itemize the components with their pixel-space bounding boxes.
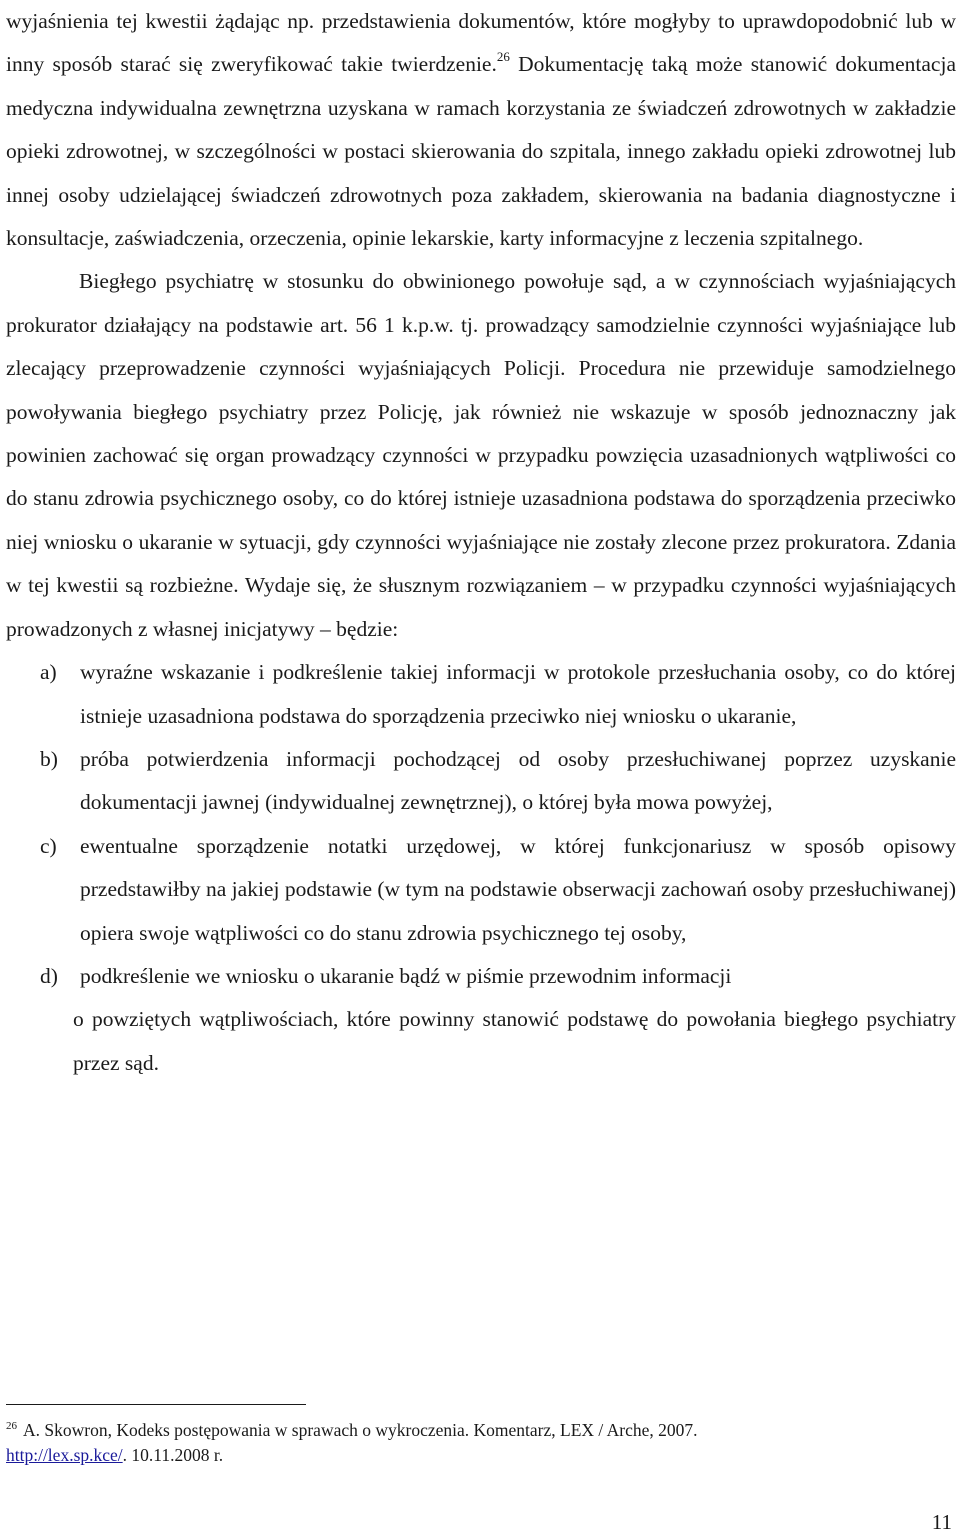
footnote-number: 26 <box>6 1420 17 1432</box>
list-item-marker: c) <box>40 833 57 858</box>
footnote-divider <box>6 1404 306 1405</box>
list-item <box>6 955 956 998</box>
list-item <box>6 738 956 825</box>
paragraph-1-text: wyjaśnienia tej kwestii żądając np. przedstawienia dokumentów, które mogłyby to uprawdopodobnić lub w inny sposób starać się zweryfikować takie twierdzenie. <box>6 9 956 77</box>
page-number: 11 <box>931 1510 952 1534</box>
list-continuation: o powziętych wątpliwościach, które powinny stanowić podstawę do powołania biegłego psychiatry przez sąd. <box>73 1007 956 1075</box>
list-item <box>6 651 956 738</box>
paragraph-1-continuation: Dokumentację taką może stanowić dokumentacja medyczna indywidualna zewnętrzna uzyskana w ramach korzystania ze świadczeń zdrowotnych w zakładzie opieki zdrowotnej, w szczególności w postaci skierowania do szpitala, innego zakładu opieki zdrowotnej lub innej osoby udzielającej świadczeń zdrowotnych poza zakładem, skierowania na badania diagnostyczne i konsultacje, zaświadczenia, orzeczenia, opinie lekarskie, karty informacyjne z leczenia szpitalnego. <box>6 52 956 251</box>
list-item-text: ewentualne sporządzenie notatki urzędowej, w której funkcjonariusz w sposób opisowy przedstawiłby na jakiej podstawie (w tym na podstawie obserwacji zachowań osoby przesłuchiwanej) opiera swoje wątpliwości co do stanu zdrowia psychicznego tej osoby, <box>80 833 956 945</box>
footnote-text: A. Skowron, Kodeks postępowania w sprawach o wykroczenia. Komentarz, LEX / Arche, 2007. <box>23 1420 698 1440</box>
list-item-text: próba potwierdzenia informacji pochodzącej od osoby przesłuchiwanej poprzez uzyskanie dokumentacji jawnej (indywidualnej zewnętrznej), o której była mowa powyżej, <box>80 746 956 815</box>
list-item-text: podkreślenie we wniosku o ukaranie bądź w piśmie przewodnim informacji <box>80 963 732 988</box>
footnote <box>6 1418 946 1468</box>
footnote-link[interactable]: http://lex.sp.kce/ <box>6 1445 123 1465</box>
list-item-text: wyraźne wskazanie i podkreślenie takiej informacji w protokole przesłuchania osoby, co do której istnieje uzasadniona podstawa do sporządzenia przeciwko niej wniosku o ukaranie, <box>80 660 956 728</box>
document-body <box>6 0 956 1085</box>
list-item <box>6 825 956 955</box>
recommendation-list <box>6 651 956 998</box>
footnote-reference[interactable]: 26 <box>496 49 510 65</box>
paragraph-2: Biegłego psychiatrę w stosunku do obwinionego powołuje sąd, a w czynnościach wyjaśniających prokurator działający na podstawie art. 56 1 k.p.w. tj. prowadzący samodzielnie czynności wyjaśniające lub zlecający przeprowadzenie czynności wyjaśniających Policji. Procedura nie przewiduje samodzielnego powoływania biegłego psychiatry przez Policję, jak również nie wskazuje w sposób jednoznaczny jak powinien zachować się organ prowadzący czynności w przypadku powzięcia uzasadnionych wątpliwości co do stanu zdrowia psychicznego osoby, co do której istnieje uzasadniona podstawa do sporządzenia przeciwko niej wniosku o ukaranie w sytuacji, gdy czynności wyjaśniające nie zostały zlecone przez prokuratora. Zdania w tej kwestii są rozbieżne. Wydaje się, że słusznym rozwiązaniem – w przypadku czynności wyjaśniających prowadzonych z własnej inicjatywy – będzie: <box>6 269 956 641</box>
footnote-link-suffix: . 10.11.2008 r. <box>122 1445 224 1465</box>
list-item-marker: a) <box>40 660 57 685</box>
paragraph-1 <box>6 0 956 260</box>
list-item-marker: b) <box>40 746 58 771</box>
list-item-marker: d) <box>40 963 58 988</box>
